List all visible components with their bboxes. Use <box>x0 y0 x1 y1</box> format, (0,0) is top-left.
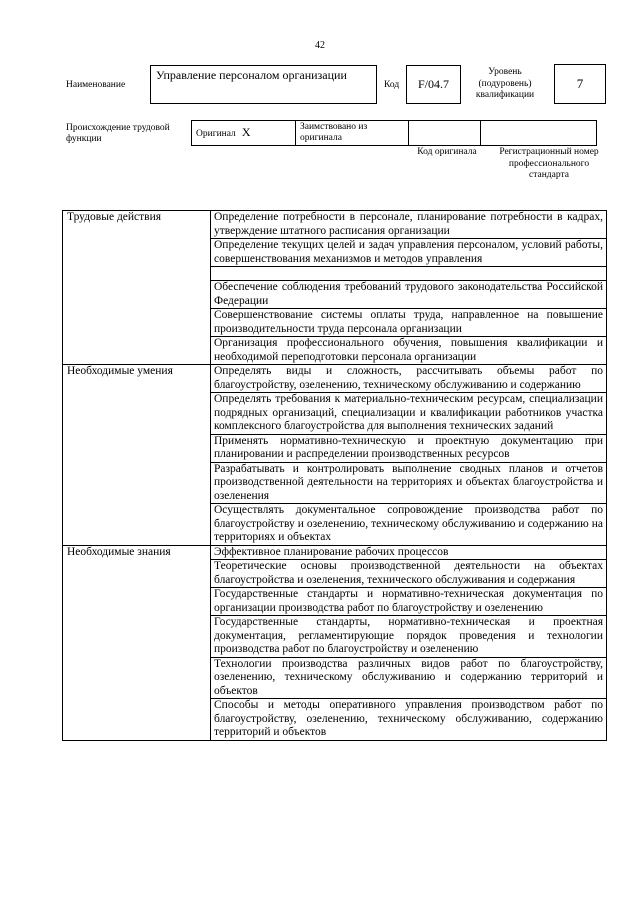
origin-table <box>191 120 597 146</box>
original-code-cell <box>409 121 481 146</box>
category-cell: Необходимые знания <box>63 545 211 740</box>
qualification-level-box: 7 <box>554 64 606 104</box>
table-row <box>63 365 607 393</box>
table-cell: Определение потребности в персонале, планирование потребности в кадрах, утверждение штатного расписания организации <box>211 211 607 239</box>
code-label: Код <box>384 80 400 90</box>
function-name-box: Управление персоналом организации <box>150 65 377 104</box>
table-row <box>63 545 607 560</box>
table-cell: Организация профессионального обучения, повышения квалификации и необходимой переподготовки персонала организации <box>211 337 607 365</box>
table-cell: Эффективное планирование рабочих процессов <box>211 545 607 560</box>
category-cell: Необходимые умения <box>63 365 211 546</box>
table-cell: Совершенствование системы оплаты труда, направленное на повышение производительности труда персонала организации <box>211 309 607 337</box>
functions-table <box>62 210 607 741</box>
table-cell: Теоретические основы производственной деятельности на объектах благоустройства и озеленения, технического обслуживания и содержания <box>211 560 607 588</box>
table-cell: Определять требования к материально-техническим ресурсам, специализации подрядных организаций, специализации и квалификации работников участка комплексного благоустройства для выполнения технических заданий <box>211 393 607 435</box>
registration-number-caption: Регистрационный номер профессионального стандарта <box>499 147 599 180</box>
qualification-level-label: Уровень (подуровень) квалификации <box>475 67 535 100</box>
origin-label: Происхождение трудовой функции <box>66 123 170 144</box>
table-cell: Определение текущих целей и задач управления персоналом, условий работы, совершенствования механизмов и методов управления <box>211 239 607 267</box>
table-cell: Определять виды и сложность, рассчитывать объемы работ по благоустройству, озеленению, техническому обслуживанию и содержанию <box>211 365 607 393</box>
table-cell: Технологии производства различных видов работ по благоустройству, озеленению, техническому обслуживанию и содержанию территорий и объектов <box>211 657 607 699</box>
table-row <box>63 211 607 239</box>
table-cell: Применять нормативно-техническую и проектную документацию при планировании и распределении производственных ресурсов <box>211 434 607 462</box>
category-cell: Трудовые действия <box>63 211 211 365</box>
borrowed-cell: Заимствовано из оригинала <box>296 121 409 146</box>
original-cell <box>192 121 296 146</box>
table-cell: Способы и методы оперативного управления производством работ по благоустройству, озеленению, техническому обслуживанию, содержанию территорий и объектов <box>211 699 607 741</box>
name-label: Наименование <box>66 80 126 90</box>
table-cell: Государственные стандарты, нормативно-техническая и проектная документация, регламентирующие порядок проведения и технологии производства работ по благоустройству и озеленению <box>211 616 607 658</box>
table-cell: Обеспечение соблюдения требований трудового законодательства Российской Федерации <box>211 281 607 309</box>
original-label: Оригинал <box>196 128 236 139</box>
page-number: 42 <box>315 40 325 51</box>
table-cell <box>211 267 607 281</box>
original-mark: X <box>241 124 251 139</box>
registration-number-cell <box>481 121 597 146</box>
code-box: F/04.7 <box>406 65 461 104</box>
table-cell: Разрабатывать и контролировать выполнение сводных планов и отчетов производственной деятельности на территориях и объектах благоустройства и озеленения <box>211 462 607 504</box>
table-cell: Государственные стандарты и нормативно-техническая документация по организации производства работ по благоустройству и озеленению <box>211 588 607 616</box>
table-cell: Осуществлять документальное сопровождение производства работ по благоустройству и озеленению, техническому обслуживанию и содержанию на территориях и объектах <box>211 504 607 546</box>
original-code-caption: Код оригинала <box>417 147 477 157</box>
